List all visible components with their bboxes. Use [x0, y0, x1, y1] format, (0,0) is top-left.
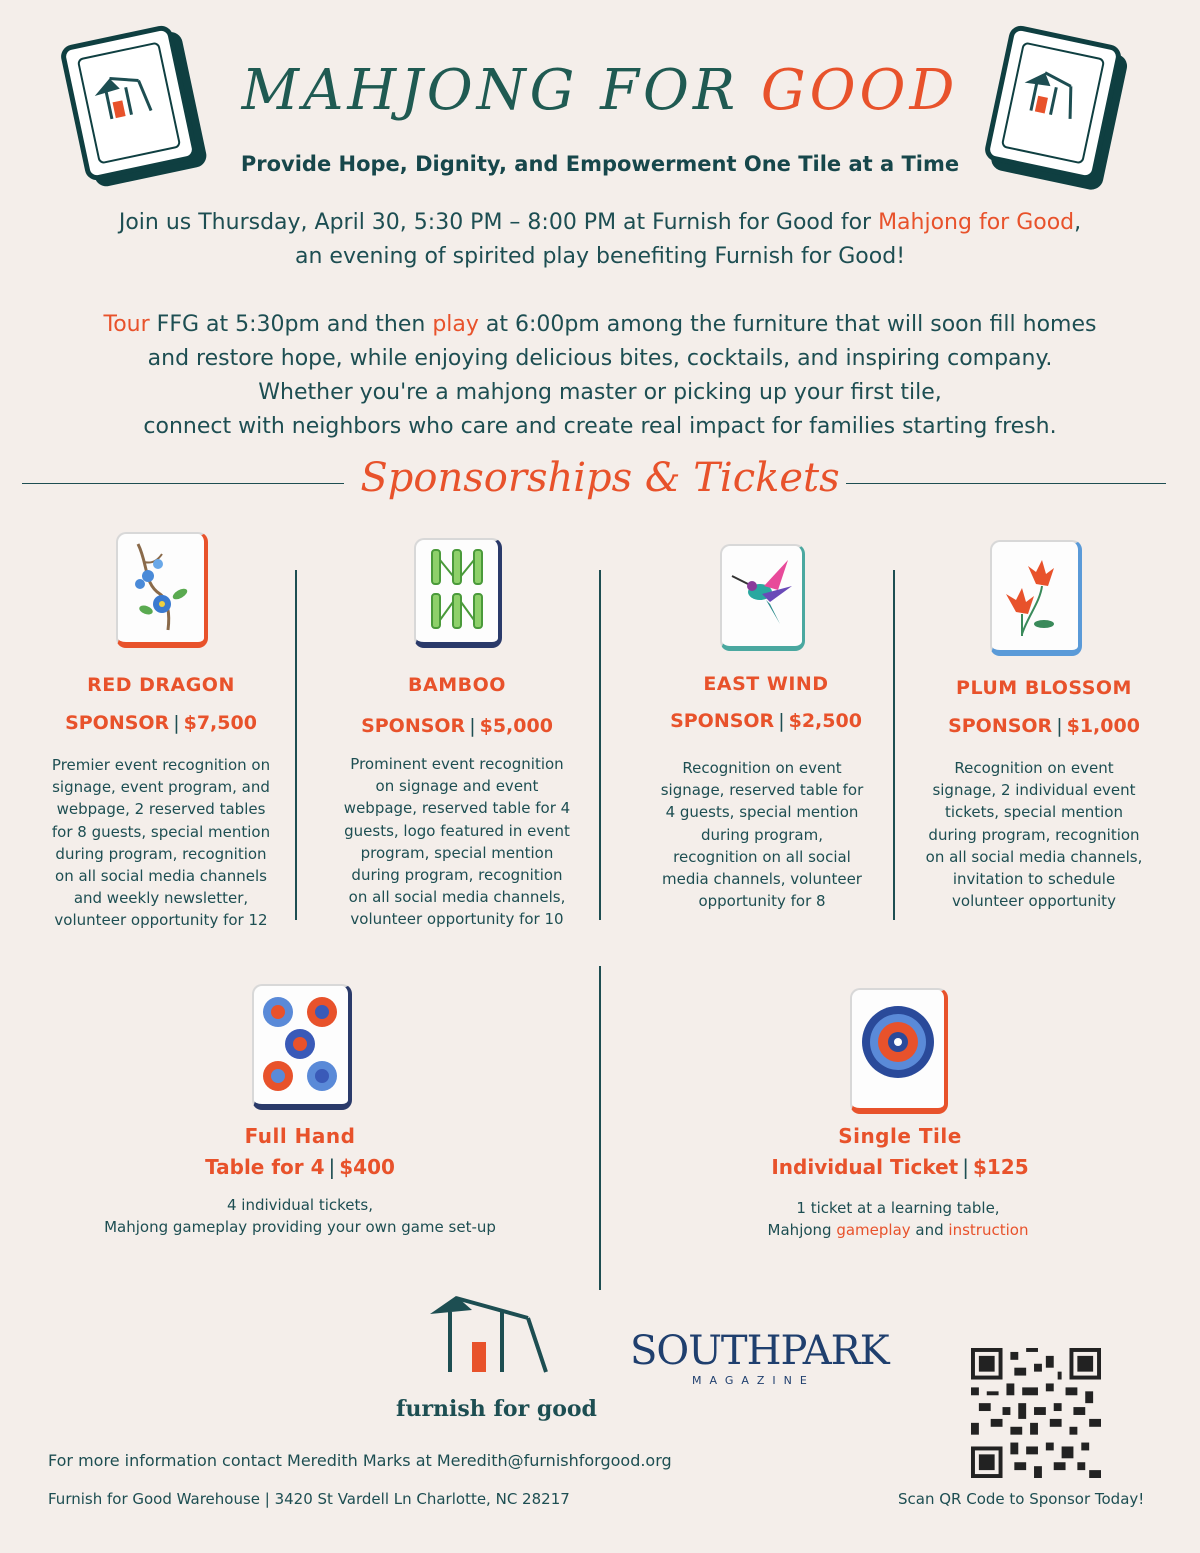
intro-text: , [1074, 210, 1082, 235]
intro-text: Join us Thursday, April 30, 5:30 PM – 8:00 PM at Furnish for Good for [118, 210, 879, 235]
sponsor-description [34, 754, 288, 932]
desc-line: webpage, 2 reserved tables [56, 800, 266, 819]
column-divider [893, 570, 895, 920]
section-heading: Sponsorships & Tickets [360, 455, 840, 501]
southpark-magazine-label: MAGAZINE [692, 1374, 815, 1387]
page-subtitle: Provide Hope, Dignity, and Empowerment One Tile at a Time [240, 152, 960, 176]
desc-line: for 8 guests, special mention [51, 822, 271, 841]
sponsor-price: $7,500 [183, 712, 257, 734]
desc-line: Recognition on event [954, 759, 1114, 777]
gameplay-highlight: gameplay [836, 1221, 911, 1240]
desc-line: guests, logo featured in event [344, 821, 570, 840]
sponsor-description [906, 757, 1162, 912]
intro-text: at 6:00pm among the furniture that will soon fill homes [478, 312, 1097, 337]
desc-line: on all social media channels, [348, 888, 566, 907]
desc-line: on all social media channels, [925, 847, 1143, 866]
intro-p2-line-4: connect with neighbors who care and create real impact for families starting fresh. [143, 414, 1057, 439]
sponsor-label: SPONSOR [670, 710, 775, 732]
ticket-price: $400 [339, 1155, 395, 1179]
full-hand-tile-icon [252, 984, 352, 1110]
desc-text: Mahjong [767, 1221, 837, 1240]
contact-info: For more information contact Meredith Marks at Meredith@furnishforgood.org [48, 1451, 672, 1470]
southpark-logo: SOUTHPARK [630, 1328, 889, 1374]
ticket-label: Table for 4 [205, 1155, 325, 1179]
sponsor-name: EAST WIND [703, 673, 829, 695]
ticket-price-line: Table for 4 | $400 [205, 1155, 395, 1179]
ticket-price: $125 [972, 1155, 1029, 1179]
desc-line: on all social media channels [55, 867, 267, 886]
desc-line: signage, 2 individual event [932, 781, 1136, 800]
desc-line: tickets, special mention [944, 803, 1124, 822]
desc-line: during program, [701, 825, 823, 844]
desc-line: volunteer opportunity for 12 [54, 911, 268, 930]
desc-line: Recognition on event [682, 759, 842, 777]
intro-p2-line-2: and restore hope, while enjoying delicious bites, cocktails, and inspiring company. [147, 346, 1053, 371]
warehouse-address: Furnish for Good Warehouse | 3420 St Vardell Ln Charlotte, NC 28217 [48, 1490, 570, 1508]
desc-line: during program, recognition [351, 866, 563, 885]
sponsor-description [330, 753, 584, 931]
sponsor-description [636, 757, 888, 912]
title-main: MAHJONG FOR [241, 58, 761, 123]
desc-line: during program, recognition [928, 825, 1140, 844]
instruction-highlight: instruction [948, 1221, 1029, 1240]
desc-line: invitation to schedule [952, 870, 1116, 889]
sponsor-label: SPONSOR [65, 712, 170, 734]
play-highlight: play [432, 312, 479, 337]
column-divider [295, 570, 297, 920]
ticket-price-line: Individual Ticket | $125 [771, 1155, 1029, 1179]
column-divider [599, 570, 601, 920]
title-highlight: GOOD [760, 58, 959, 123]
intro-paragraph-2 [60, 308, 1140, 444]
intro-line-2: an evening of spirited play benefiting Furnish for Good! [294, 244, 906, 269]
desc-line: during program, recognition [55, 844, 267, 863]
column-divider [599, 966, 601, 1290]
desc-line: recognition on all social [673, 847, 851, 866]
sponsor-name: BAMBOO [408, 674, 506, 696]
desc-line: media channels, volunteer [662, 870, 862, 889]
sponsor-price-line: SPONSOR | $7,500 [65, 712, 257, 734]
sponsor-price-line: SPONSOR | $1,000 [948, 715, 1140, 737]
red-dragon-tile-icon [116, 532, 208, 648]
qr-caption: Scan QR Code to Sponsor Today! [898, 1490, 1145, 1508]
desc-line: opportunity for 8 [698, 892, 826, 911]
desc-line: 4 individual tickets, [226, 1196, 373, 1214]
qr-code[interactable] [970, 1348, 1102, 1478]
desc-line: Prominent event recognition [350, 755, 564, 773]
furnish-for-good-logo [428, 1296, 552, 1376]
ffg-logo-text: furnish for good [396, 1396, 597, 1422]
ticket-label: Individual Ticket [771, 1155, 959, 1179]
intro-paragraph-1 [60, 206, 1140, 274]
intro-p2-line-1 [60, 308, 1140, 342]
desc-line: 4 guests, special mention [665, 803, 859, 822]
desc-line: signage, reserved table for [660, 781, 864, 800]
desc-line: volunteer opportunity for 10 [350, 910, 564, 929]
desc-line [700, 1219, 1096, 1241]
tour-highlight: Tour [103, 312, 150, 337]
sponsor-price-line: SPONSOR | $5,000 [361, 715, 553, 737]
bamboo-tile-icon [414, 538, 502, 648]
desc-line: program, special mention [360, 843, 554, 862]
ticket-name: Full Hand [244, 1124, 356, 1148]
sponsor-price: $2,500 [788, 710, 862, 732]
east-wind-tile-icon [720, 544, 805, 651]
desc-line: Mahjong gameplay providing your own game set-up [104, 1218, 496, 1237]
sponsor-price: $5,000 [479, 715, 553, 737]
sponsor-label: SPONSOR [361, 715, 466, 737]
intro-p2-line-3: Whether you're a mahjong master or picking up your first tile, [258, 380, 942, 405]
ticket-description [700, 1197, 1096, 1241]
furnish-for-good-wordmark [396, 1396, 597, 1422]
desc-line: signage, event program, and [52, 778, 270, 797]
ticket-description [60, 1194, 540, 1238]
plum-blossom-tile-icon [990, 540, 1082, 656]
sponsor-label: SPONSOR [948, 715, 1053, 737]
single-tile-icon [850, 988, 948, 1114]
desc-line: and weekly newsletter, [73, 889, 249, 908]
desc-line: Premier event recognition on [51, 756, 271, 774]
desc-line: webpage, reserved table for 4 [343, 799, 571, 818]
sponsor-price: $1,000 [1066, 715, 1140, 737]
sponsor-name: PLUM BLOSSOM [956, 677, 1132, 699]
page-title [0, 58, 1200, 123]
event-name-highlight: Mahjong for Good [878, 210, 1075, 235]
sponsor-name: RED DRAGON [87, 674, 235, 696]
ticket-name: Single Tile [838, 1124, 962, 1148]
sponsor-price-line: SPONSOR | $2,500 [670, 710, 862, 732]
intro-line-1 [60, 206, 1140, 240]
desc-line: volunteer opportunity [952, 892, 1116, 911]
desc-line: on signage and event [375, 777, 539, 796]
intro-text: FFG at 5:30pm and then [149, 312, 433, 337]
desc-line: 1 ticket at a learning table, [796, 1199, 1000, 1217]
desc-text: and [910, 1221, 949, 1240]
